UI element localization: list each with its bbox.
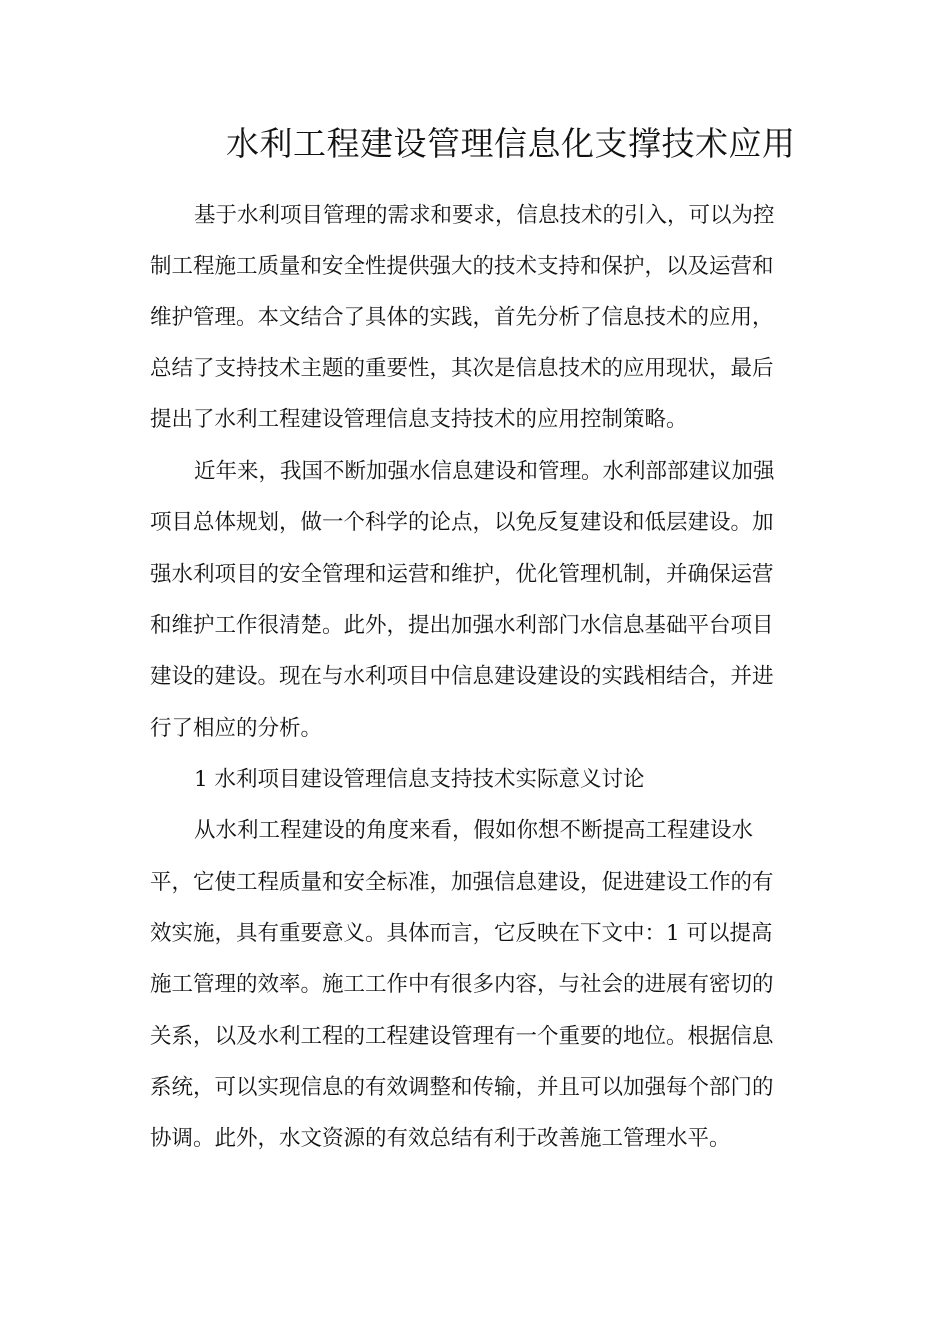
paragraph-line: 平，它使工程质量和安全标准，加强信息建设，促进建设工作的有 bbox=[150, 870, 774, 895]
paragraph-line: 施工管理的效率。施工工作中有很多内容，与社会的进展有密切的 bbox=[150, 972, 774, 997]
paragraph-line: 协调。此外，水文资源的有效总结有利于改善施工管理水平。 bbox=[150, 1126, 731, 1151]
paragraph-line: 近年来，我国不断加强水信息建设和管理。水利部部建议加强 bbox=[194, 459, 775, 484]
paragraph-line: 系统，可以实现信息的有效调整和传输，并且可以加强每个部门的 bbox=[150, 1075, 774, 1100]
paragraph-line: 总结了支持技术主题的重要性，其次是信息技术的应用现状，最后 bbox=[150, 356, 774, 381]
document-title: 水利工程建设管理信息化支撑技术应用 bbox=[226, 124, 796, 163]
paragraph-line: 从水利工程建设的角度来看，假如你想不断提高工程建设水 bbox=[194, 818, 754, 843]
section-heading: 1 水利项目建设管理信息支持技术实际意义讨论 bbox=[194, 767, 645, 792]
paragraph-line: 项目总体规划，做一个科学的论点，以免反复建设和低层建设。加 bbox=[150, 510, 774, 535]
paragraph-line: 维护管理。本文结合了具体的实践，首先分析了信息技术的应用， bbox=[150, 305, 774, 330]
paragraph-line: 和维护工作很清楚。此外，提出加强水利部门水信息基础平台项目 bbox=[150, 613, 774, 638]
paragraph-line: 行了相应的分析。 bbox=[150, 716, 323, 741]
paragraph-line: 强水利项目的安全管理和运营和维护，优化管理机制，并确保运营 bbox=[150, 562, 774, 587]
paragraph-line: 建设的建设。现在与水利项目中信息建设建设的实践相结合，并进 bbox=[150, 664, 774, 689]
paragraph-line: 制工程施工质量和安全性提供强大的技术支持和保护，以及运营和 bbox=[150, 254, 774, 279]
paragraph-line: 关系，以及水利工程的工程建设管理有一个重要的地位。根据信息 bbox=[150, 1024, 774, 1049]
paragraph-line: 提出了水利工程建设管理信息支持技术的应用控制策略。 bbox=[150, 407, 688, 432]
paragraph-line: 基于水利项目管理的需求和要求，信息技术的引入，可以为控 bbox=[194, 203, 775, 228]
paragraph-line: 效实施，具有重要意义。具体而言，它反映在下文中：1 可以提高 bbox=[150, 921, 773, 946]
